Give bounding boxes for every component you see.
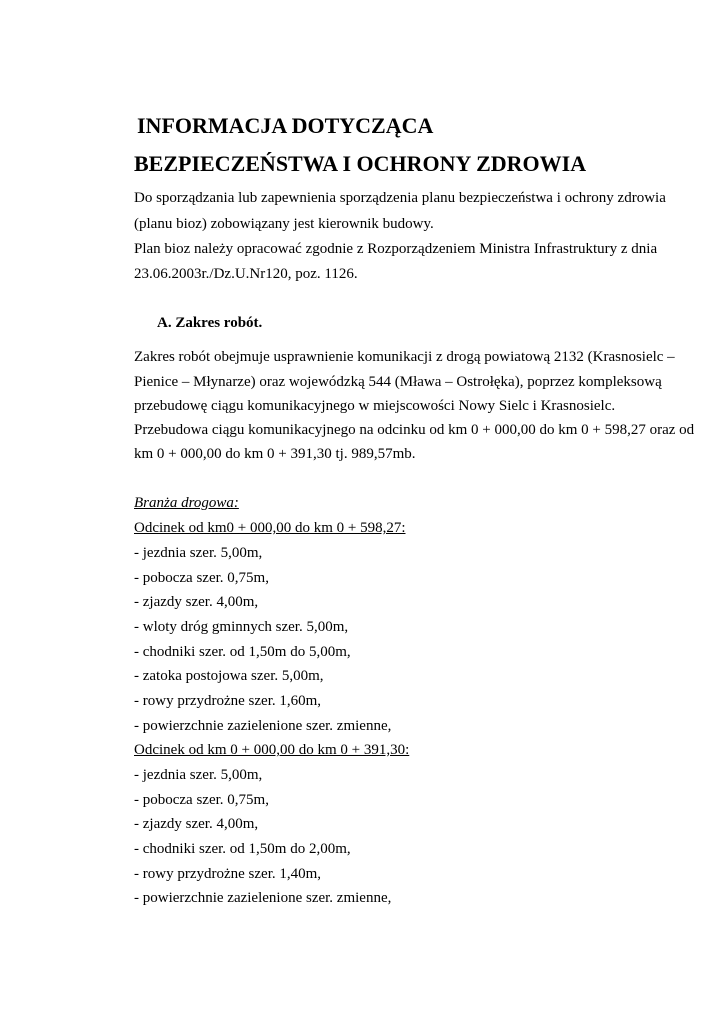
scope-paragraph-line: Zakres robót obejmuje usprawnienie komunikacji z drogą powiatową 2132 (Krasnosielc – bbox=[134, 349, 675, 365]
segment-1-item: - zatoka postojowa szer. 5,00m, bbox=[134, 668, 324, 684]
segment-1-item: - zjazdy szer. 4,00m, bbox=[134, 594, 259, 610]
segment-1-item: - powierzchnie zazielenione szer. zmienne, bbox=[134, 718, 392, 734]
section-a-heading: A. Zakres robót. bbox=[157, 315, 263, 331]
scope-paragraph-line: przebudowę ciągu komunikacyjnego w miejscowości Nowy Sielc i Krasnosielc. bbox=[134, 398, 616, 414]
scope-paragraph-line: Przebudowa ciągu komunikacyjnego na odcinku od km 0 + 000,00 do km 0 + 598,27 oraz od bbox=[134, 422, 695, 438]
segment-1-item: - jezdnia szer. 5,00m, bbox=[134, 545, 263, 561]
segment-2-item: - powierzchnie zazielenione szer. zmienne, bbox=[134, 890, 392, 906]
intro-line: 23.06.2003r./Dz.U.Nr120, poz. 1126. bbox=[134, 266, 358, 282]
intro-line: Plan bioz należy opracować zgodnie z Rozporządzeniem Ministra Infrastruktury z dnia bbox=[134, 241, 658, 257]
segment-1-item: - rowy przydrożne szer. 1,60m, bbox=[134, 693, 322, 709]
intro-line: (planu bioz) zobowiązany jest kierownik budowy. bbox=[134, 216, 434, 232]
segment-1-item: - wloty dróg gminnych szer. 5,00m, bbox=[134, 619, 349, 635]
segment-2-label: Odcinek od km 0 + 000,00 do km 0 + 391,30: bbox=[134, 742, 410, 758]
segment-1-label: Odcinek od km0 + 000,00 do km 0 + 598,27: bbox=[134, 520, 406, 536]
scope-paragraph-line: km 0 + 000,00 do km 0 + 391,30 tj. 989,57mb. bbox=[134, 446, 416, 462]
segment-2-item: - zjazdy szer. 4,00m, bbox=[134, 816, 259, 832]
segment-2-item: - chodniki szer. od 1,50m do 2,00m, bbox=[134, 841, 351, 857]
segment-1-item: - chodniki szer. od 1,50m do 5,00m, bbox=[134, 644, 351, 660]
segment-2-item: - jezdnia szer. 5,00m, bbox=[134, 767, 263, 783]
segment-2-item: - pobocza szer. 0,75m, bbox=[134, 792, 269, 808]
road-branch-label: Branża drogowa: bbox=[134, 495, 239, 511]
title-line-1: INFORMACJA DOTYCZĄCA bbox=[137, 113, 434, 138]
intro-line: Do sporządzania lub zapewnienia sporządzenia planu bezpieczeństwa i ochrony zdrowia bbox=[134, 190, 666, 206]
segment-1-item: - pobocza szer. 0,75m, bbox=[134, 570, 269, 586]
title-line-2: BEZPIECZEŃSTWA I OCHRONY ZDROWIA bbox=[134, 151, 587, 176]
scope-paragraph-line: Pienice – Młynarze) oraz wojewódzką 544 (Mława – Ostrołęka), poprzez kompleksową bbox=[134, 374, 662, 390]
segment-2-item: - rowy przydrożne szer. 1,40m, bbox=[134, 866, 322, 882]
